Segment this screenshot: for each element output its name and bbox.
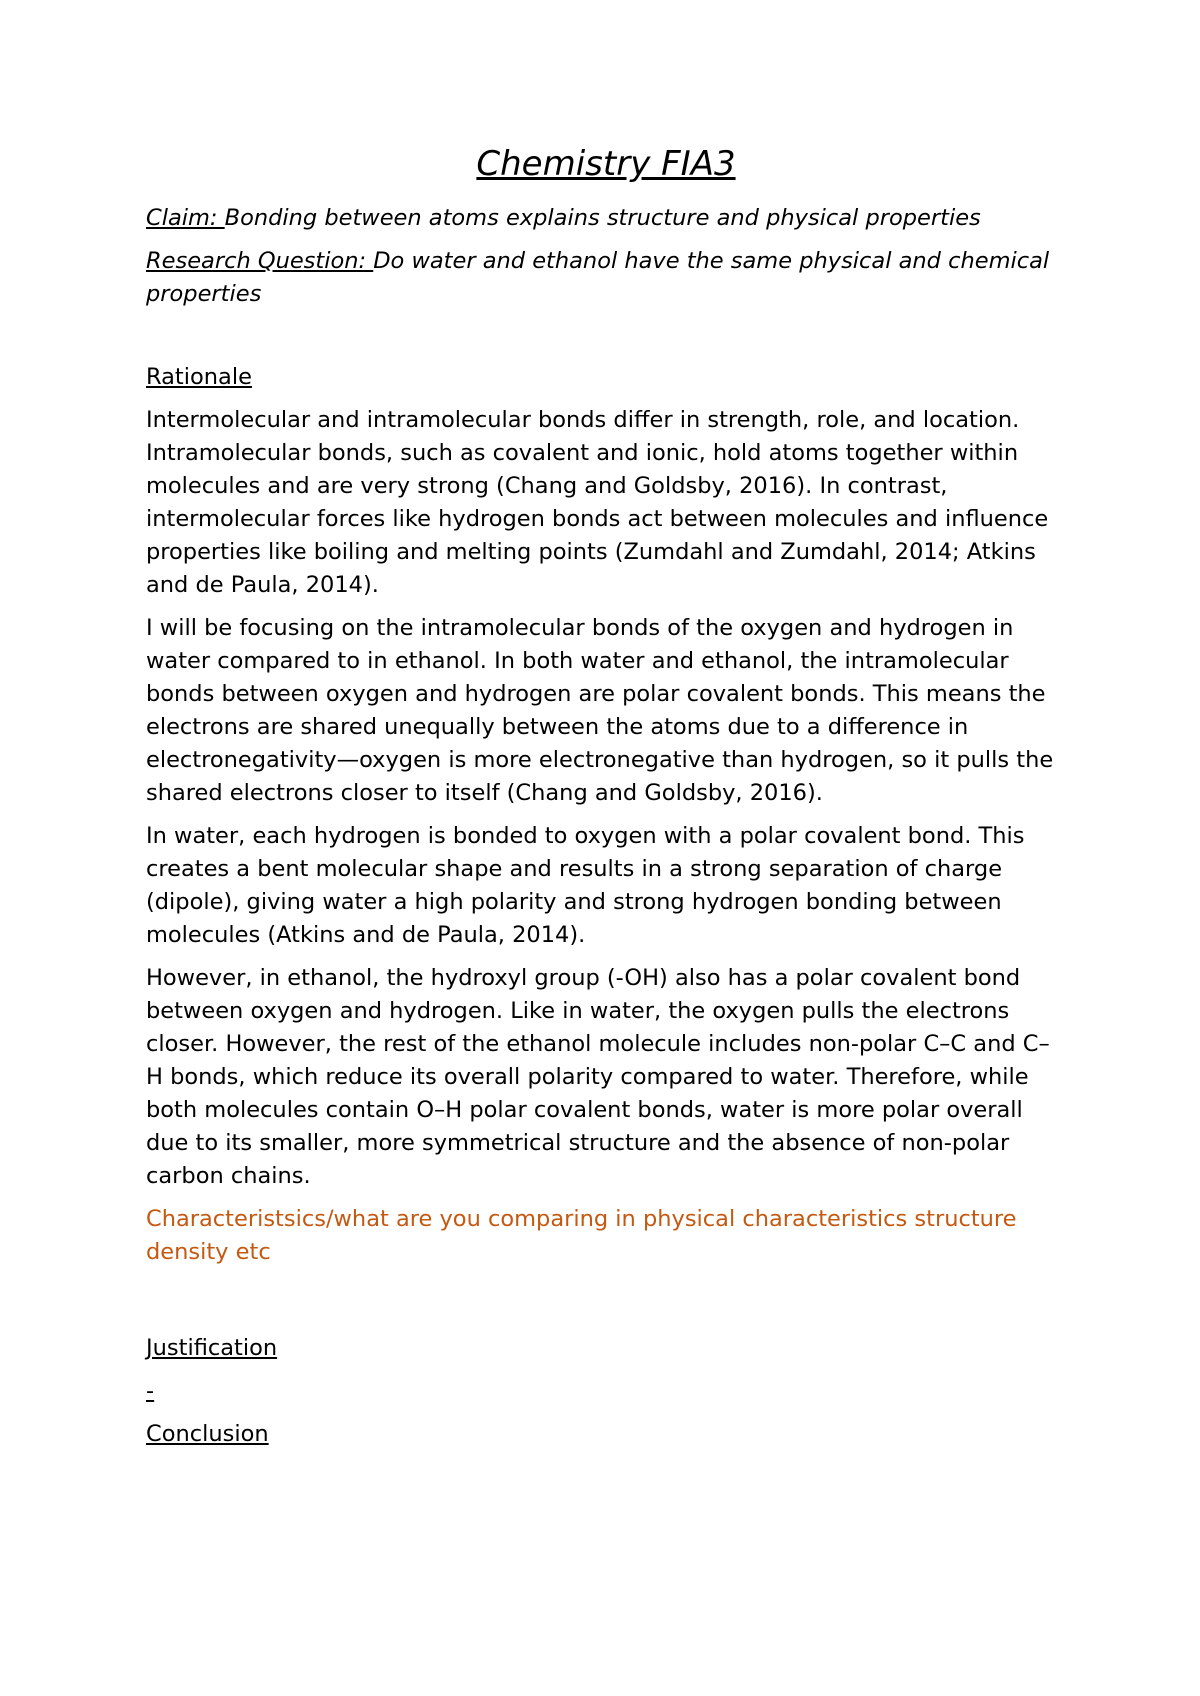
conclusion-heading: Conclusion [146,1421,269,1447]
claim-line [146,202,1066,235]
rationale-paragraph-2: I will be focusing on the intramolecular bonds of the oxygen and hydrogen in water compared to in ethanol. In both water and ethanol, the intramolecular bonds between oxygen and hydrogen are polar covalent bonds. This means the electrons are shared unequally between the atoms due to a difference in electronegativity—oxygen is more electronegative than hydrogen, so it pulls the shared electrons closer to itself (Chang and Goldsby, 2016). [146,615,1054,806]
spacer [146,321,1066,361]
research-question-line [146,245,1066,311]
justification-bullet: - [146,1378,155,1404]
page-title: Chemistry FIA3 [476,144,736,184]
justification-heading: Justification [146,1335,278,1361]
spacer [146,1279,1066,1332]
document-body [146,140,1066,1461]
rationale-heading: Rationale [146,364,252,390]
rationale-paragraph-3: In water, each hydrogen is bonded to oxygen with a polar covalent bond. This creates a bent molecular shape and results in a strong separation of charge (dipole), giving water a high polarity and strong hydrogen bonding between molecules (Atkins and de Paula, 2014). [146,823,1025,948]
rationale-note: Characteristsics/what are you comparing in physical characteristics structure density etc [146,1206,1017,1265]
claim-label: Claim: [146,205,225,231]
research-question-label: Research Question: [146,248,374,274]
rationale-paragraph-4: However, in ethanol, the hydroxyl group (-OH) also has a polar covalent bond between oxygen and hydrogen. Like in water, the oxygen pulls the electrons closer. However, the rest of the ethanol molecule includes non-polar C–C and C–H bonds, which reduce its overall polarity compared to water. Therefore, while both molecules contain O–H polar covalent bonds, water is more polar overall due to its smaller, more symmetrical structure and the absence of non-polar carbon chains. [146,965,1050,1189]
research-question-text: Do water and ethanol have the same physical and chemical properties [146,248,1050,307]
claim-text: Bonding between atoms explains structure and physical properties [224,205,981,231]
rationale-paragraph-1: Intermolecular and intramolecular bonds differ in strength, role, and location. Intramolecular bonds, such as covalent and ionic, hold atoms together within molecules and are very strong (Chang and Goldsby, 2016). In contrast, intermolecular forces like hydrogen bonds act between molecules and influence properties like boiling and melting points (Zumdahl and Zumdahl, 2014; Atkins and de Paula, 2014). [146,407,1049,598]
